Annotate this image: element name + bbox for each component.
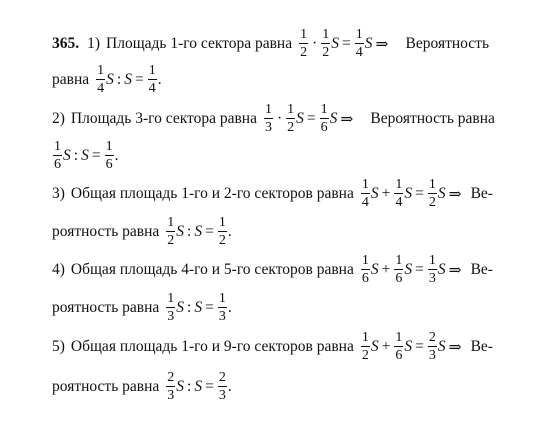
item-4-label: 4) [52, 261, 65, 278]
equals-sign: = [205, 378, 214, 395]
plus-sign: + [381, 338, 391, 355]
item-5-line-2 [52, 371, 232, 403]
fraction: $\frac{1}{6}$ [395, 253, 403, 286]
variable-s: S [370, 185, 379, 202]
variable-s: S [194, 378, 203, 395]
period: . [114, 147, 119, 164]
item-4-line-1 [52, 254, 493, 286]
variable-s: S [364, 35, 373, 52]
fraction: $\frac{1}{4}$ [97, 63, 105, 96]
variable-s: S [370, 261, 379, 278]
plus-sign: + [381, 261, 391, 278]
item-2-after: Вероятность равна [370, 110, 495, 127]
item-3-line-2 [52, 216, 232, 248]
variable-s: S [404, 338, 413, 355]
item-3-label: 3) [52, 185, 65, 202]
variable-s: S [176, 378, 185, 395]
fraction: $\frac{1}{6}$ [54, 139, 61, 172]
period: . [157, 71, 162, 88]
item-5-after: Ве- [470, 338, 493, 355]
item-4-line-2 [52, 292, 232, 324]
implies-arrow: ⇒ [448, 185, 462, 203]
item-3-line2-start: роятность равна [52, 223, 160, 240]
item-2-line-1 [52, 103, 495, 135]
fraction: $\frac{1}{3}$ [264, 102, 272, 135]
colon: : [187, 299, 192, 316]
problem-number: 365. [52, 35, 80, 52]
fraction: $\frac{1}{6}$ [320, 102, 328, 135]
variable-s: S [194, 223, 203, 240]
item-1-line-2 [52, 64, 162, 96]
colon: : [73, 147, 79, 164]
variable-s: S [404, 261, 413, 278]
fraction: $\frac{1}{6}$ [361, 253, 369, 286]
fraction: $\frac{1}{6}$ [395, 330, 403, 363]
item-4-line2-start: роятность равна [52, 299, 160, 316]
fraction: $\frac{1}{4}$ [361, 177, 369, 210]
fraction: $\frac{1}{2}$ [300, 27, 308, 60]
item-3-line-1 [52, 178, 493, 210]
item-3-text: Общая площадь 1-го и 2-го секторов равна [70, 185, 354, 202]
item-2-text: Площадь 3-го сектора равна [70, 110, 257, 127]
item-5-line-1 [52, 331, 493, 363]
item-2-label: 2) [52, 110, 65, 127]
equals-sign: = [205, 299, 214, 316]
period: . [227, 378, 232, 395]
variable-s: S [370, 338, 379, 355]
fraction: $\frac{2}{3}$ [167, 370, 175, 403]
equals-sign: = [91, 147, 101, 164]
colon: : [187, 378, 192, 395]
implies-arrow: ⇒ [375, 35, 389, 53]
variable-s: S [124, 71, 132, 88]
variable-s: S [106, 71, 114, 88]
variable-s: S [437, 185, 446, 202]
fraction: $\frac{1}{3}$ [218, 291, 226, 324]
variable-s: S [437, 338, 446, 355]
item-2-line-2 [52, 140, 118, 172]
variable-s: S [176, 299, 185, 316]
variable-s: S [404, 185, 413, 202]
equals-sign: = [342, 35, 351, 52]
variable-s: S [296, 110, 304, 127]
period: . [227, 223, 232, 240]
fraction: $\frac{1}{4}$ [355, 27, 363, 60]
variable-s: S [329, 110, 338, 127]
item-3-after: Ве- [470, 185, 493, 202]
fraction: $\frac{1}{2}$ [167, 215, 175, 248]
item-4-after: Ве- [470, 261, 493, 278]
equals-sign: = [415, 185, 424, 202]
fraction: $\frac{1}{6}$ [105, 139, 113, 172]
equals-sign: = [205, 223, 214, 240]
variable-s: S [331, 35, 340, 52]
fraction: $\frac{1}{2}$ [322, 27, 330, 60]
variable-s: S [176, 223, 185, 240]
colon: : [187, 223, 192, 240]
item-1-line-1 [52, 28, 489, 60]
equals-sign: = [415, 338, 424, 355]
fraction: $\frac{1}{3}$ [428, 253, 436, 286]
variable-s: S [437, 261, 446, 278]
fraction: $\frac{1}{2}$ [287, 102, 295, 135]
item-4-text: Общая площадь 4-го и 5-го секторов равна [70, 261, 354, 278]
fraction: $\frac{1}{3}$ [167, 291, 175, 324]
item-5-text: Общая площадь 1-го и 9-го секторов равна [70, 338, 354, 355]
fraction: $\frac{1}{4}$ [148, 63, 156, 96]
fraction: $\frac{1}{2}$ [428, 177, 436, 210]
variable-s: S [81, 147, 89, 164]
item-5-line2-start: роятность равна [52, 378, 160, 395]
implies-arrow: ⇒ [448, 261, 462, 279]
colon: : [116, 71, 122, 88]
equals-sign: = [306, 110, 316, 127]
fraction: $\frac{1}{4}$ [395, 177, 403, 210]
item-1-after: Вероятность [405, 35, 490, 52]
fraction: $\frac{2}{3}$ [218, 370, 226, 403]
equals-sign: = [134, 71, 144, 88]
item-1-label: 1) [87, 35, 101, 52]
fraction: $\frac{1}{2}$ [218, 215, 226, 248]
item-1-text: Площадь 1-го сектора равна [106, 35, 293, 52]
plus-sign: + [381, 185, 391, 202]
implies-arrow: ⇒ [448, 338, 462, 356]
equals-sign: = [415, 261, 424, 278]
dot-operator: · [312, 35, 318, 52]
variable-s: S [63, 147, 71, 164]
period: . [227, 299, 232, 316]
implies-arrow: ⇒ [340, 110, 354, 128]
fraction: $\frac{1}{2}$ [361, 330, 369, 363]
item-5-label: 5) [52, 338, 65, 355]
fraction: $\frac{2}{3}$ [428, 330, 436, 363]
variable-s: S [194, 299, 203, 316]
item-1-line2-start: равна [52, 71, 90, 88]
dot-operator: · [276, 110, 283, 127]
